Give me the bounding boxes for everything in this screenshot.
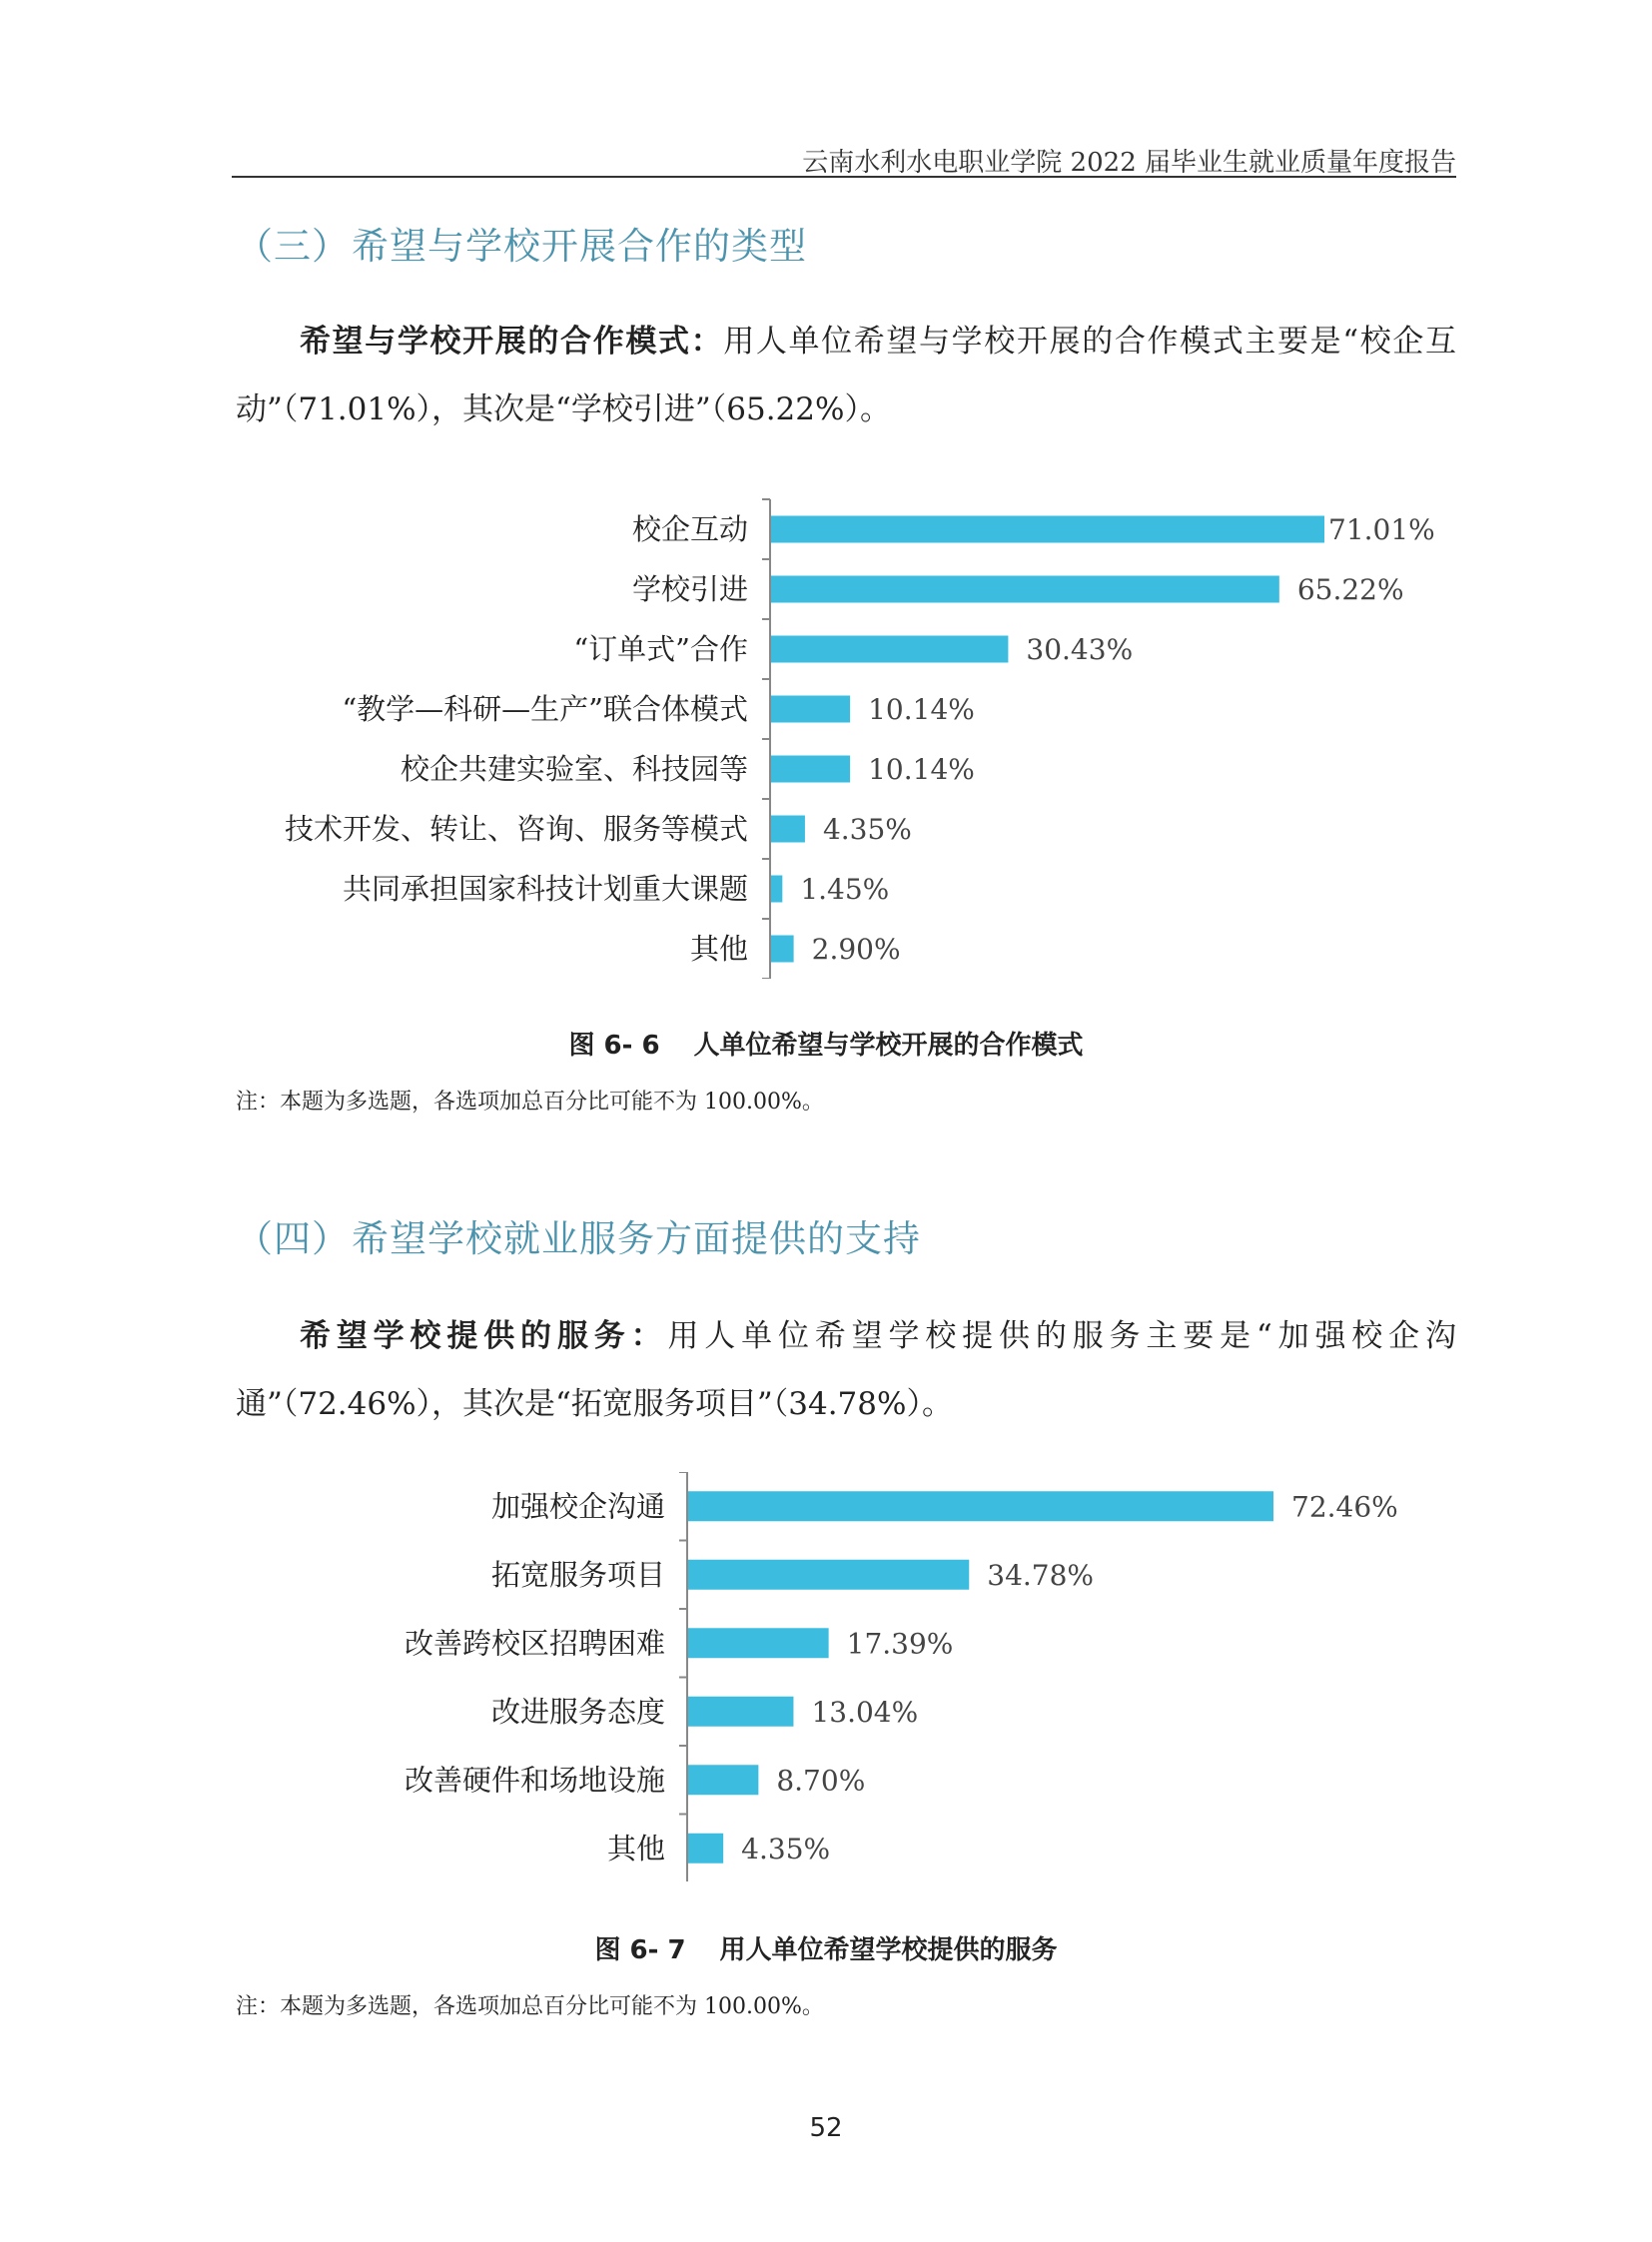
page-number: 52 xyxy=(809,2113,843,2143)
section-3-lead-text: 用人单位希望与学校开展的合作模式主要是“校企互动”（71.01%），其次是“学校引进”（65.22%）。 xyxy=(236,324,1456,427)
figure-6-7-title: 用人单位希望学校提供的服务 xyxy=(719,1935,1058,1965)
header-rule xyxy=(232,176,1456,178)
chart-2-bar xyxy=(688,1765,758,1795)
chart-2-bar xyxy=(688,1560,969,1590)
figure-6-6-note: 注：本题为多选题，各选项加总百分比可能不为 100.00%。 xyxy=(236,1090,824,1115)
chart-1-bar xyxy=(771,516,1324,543)
chart-1-category-label: 其他 xyxy=(689,932,748,966)
chart-1-category-label: 技术开发、转让、咨询、服务等模式 xyxy=(284,812,748,846)
section-3-paragraph xyxy=(236,308,1456,443)
chart-1-bar xyxy=(771,696,850,723)
section-4-heading-text: 希望学校就业服务方面提供的支持 xyxy=(352,1217,921,1260)
section-4-paragraph xyxy=(236,1302,1456,1438)
section-4-lead-bold: 希望学校提供的服务： xyxy=(300,1318,668,1354)
chart-2-category-label: 改善硬件和场地设施 xyxy=(404,1763,665,1798)
section-3-heading xyxy=(236,216,807,270)
chart-1-category-label: 学校引进 xyxy=(631,572,748,606)
figure-6-6-title: 人单位希望与学校开展的合作模式 xyxy=(693,1031,1084,1061)
chart-2-category-label: 加强校企沟通 xyxy=(490,1489,665,1524)
chart-2-bar xyxy=(688,1697,793,1727)
section-4-heading-number: （四） xyxy=(236,1217,350,1260)
header-title: 云南水利水电职业学院 2022 届毕业生就业质量年度报告 xyxy=(802,148,1456,178)
chart-1-bar xyxy=(771,816,805,843)
chart-2-value-label: 13.04% xyxy=(811,1695,919,1729)
chart-1-value-label: 10.14% xyxy=(868,693,975,726)
chart-1-bar xyxy=(771,576,1279,603)
chart-1-value-label: 4.35% xyxy=(822,813,912,846)
chart-1-value-label: 71.01% xyxy=(1328,513,1435,546)
figure-6-6-number: 图 6- 6 xyxy=(568,1031,660,1061)
chart-1-value-label: 1.45% xyxy=(800,873,890,906)
chart-1-category-label: 校企互动 xyxy=(631,512,748,546)
chart-2-category-label: 其他 xyxy=(606,1831,665,1866)
chart-2-category-label: 改进服务态度 xyxy=(490,1694,665,1729)
chart-2-bar xyxy=(688,1834,723,1864)
chart-1-value-label: 2.90% xyxy=(811,933,901,966)
chart-2-category-label: 拓宽服务项目 xyxy=(490,1557,665,1592)
figure-6-7-number: 图 6- 7 xyxy=(594,1935,686,1965)
chart-2-value-label: 17.39% xyxy=(846,1627,954,1661)
chart-2-value-label: 72.46% xyxy=(1291,1490,1398,1524)
chart-1-value-label: 30.43% xyxy=(1026,633,1134,666)
section-3-lead-bold: 希望与学校开展的合作模式： xyxy=(300,324,724,360)
section-3-heading-number: （三） xyxy=(236,225,350,268)
section-3-heading-text: 希望与学校开展合作的类型 xyxy=(352,225,807,268)
chart-2-category-label: 改善跨校区招聘困难 xyxy=(404,1626,665,1661)
chart-1-bar xyxy=(771,936,794,963)
chart-2-bar xyxy=(688,1491,1273,1521)
chart-1-category-label: “教学—科研—生产”联合体模式 xyxy=(342,692,748,726)
chart-1-category-label: 校企共建实验室、科技园等 xyxy=(400,752,748,786)
chart-2-bar xyxy=(688,1628,829,1658)
chart-1-bar xyxy=(771,636,1008,663)
section-4-heading xyxy=(236,1208,921,1262)
chart-school-services xyxy=(0,1472,1652,1881)
figure-6-7-note: 注：本题为多选题，各选项加总百分比可能不为 100.00%。 xyxy=(236,1994,824,2019)
figure-6-6-caption xyxy=(0,1025,1652,1062)
chart-2-value-label: 8.70% xyxy=(776,1764,866,1798)
chart-2-value-label: 34.78% xyxy=(987,1558,1095,1592)
chart-1-category-label: “订单式”合作 xyxy=(573,632,748,666)
chart-1-bar xyxy=(771,756,850,783)
chart-1-bar xyxy=(771,876,782,903)
chart-1-value-label: 65.22% xyxy=(1296,573,1404,606)
chart-2-value-label: 4.35% xyxy=(741,1832,831,1866)
chart-1-category-label: 共同承担国家科技计划重大课题 xyxy=(342,872,748,906)
chart-cooperation-modes xyxy=(0,479,1652,979)
section-4-lead-text: 用人单位希望学校提供的服务主要是“加强校企沟通”（72.46%），其次是“拓宽服务项目”（34.78%）。 xyxy=(236,1318,1456,1422)
figure-6-7-caption xyxy=(0,1929,1652,1966)
chart-1-value-label: 10.14% xyxy=(868,753,975,786)
